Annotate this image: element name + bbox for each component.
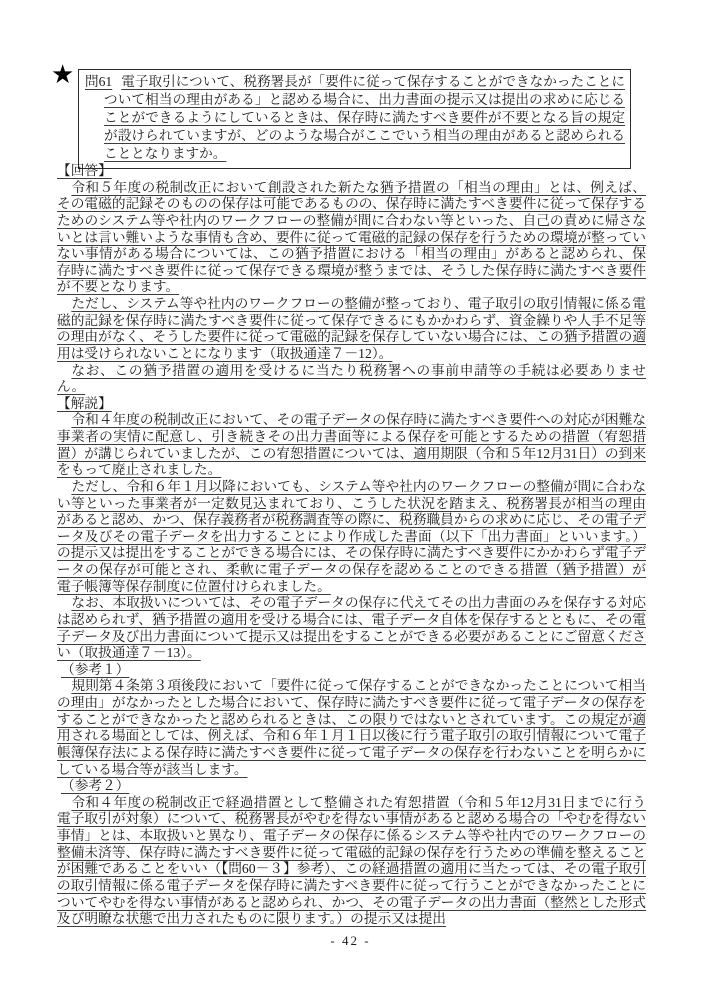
reference1-paragraph: 規則第４条第３項後段において「要件に従って保存することができなかったことについて相当の理由」がなかったとした場合において、保存時に満たすべき要件に従って電子データの保存をすることができなかったと認められるときは、この限りではないとされています。この規定が適用される場面としては、例えば、令和６年１月１日以後に行う電子取引の取引情報について電子帳簿保存法による保存時に満たすべき要件に従って電子データの保存を行わないことを明らかにしている場合等が該当します。 [57,678,646,777]
page-number: - 42 - [330,933,371,948]
question-body-text: 電子取引について、税務署長が「要件に従って保存することができなかったことについて相当の理由がある」と認める場合に、出力書面の提示又は提出の求めに応じることができるようにしているときは、保存時に満たすべき要件が不要となる旨の規定が設けられていますが、どのような場合がここでいう相当の理由があると認められることとなりますか。 [104,74,625,162]
document-body [57,163,646,928]
reference1-header: （参考１） [61,661,130,677]
explanation-header: 【解説】 [57,395,112,411]
explanation-paragraph-2: ただし、令和６年１月以降においても、システム等や社内のワークフローの整備が間に合わない等といった事業者が一定数見込まれており、こうした状況を踏まえ、税務署長が相当の理由があると認め、かつ、保存義務者が税務調査等の際に、税務職員からの求めに応じ、その電子データ及びその電子データを出力することにより作成した書面（以下「出力書面」といいます。）の提示又は提出をすることができる場合には、その保存時に満たすべき要件にかかわらず電子データの保存が可能とされ、柔軟に電子データの保存を認めることのできる措置（猶予措置）が電子帳簿等保存制度に位置付けられました。 [57,478,646,594]
answer-header: 【回答】 [57,163,112,178]
question-box [78,69,631,169]
explanation-paragraph-3: なお、本取扱いについては、その電子データの保存に代えてその出力書面のみを保存する対応は認められず、猶予措置の適用を受ける場合には、電子データ自体を保存するとともに、その電子データ及び出力書面について提示又は提出をすることができる必要があることにご留意ください（取扱通達７－13）。 [57,595,646,661]
answer-paragraph-2: ただし、システム等や社内のワークフローの整備が整っており、電子取引の取引情報に係る電磁的記録を保存時に満たすべき要件に従って保存できるにもかかわらず、資金繰りや人手不足等の理由がなく、そうした要件に従って電磁的記録を保存していない場合には、この猶予措置の適用は受けられないことになります（取扱通達７－12）。 [57,296,646,361]
reference2-header: （参考２） [61,778,130,794]
question-text [85,73,625,163]
star-icon: ★ [51,60,75,90]
reference2-paragraph: 令和４年度の税制改正で経過措置として整備された宥恕措置（令和５年12月31日までに行う電子取引が対象）について、税務署長がやむを得ない事情があると認める場合の「やむを得ない事情」とは、本取扱いと異なり、電子データの保存に係るシステム等や社内でのワークフローの整備未済等、保存時に満たすべき要件に従って電磁的記録の保存を行うための準備を整えることが困難であることをいい（【問60－３】参考）、この経過措置の適用に当たっては、その電子取引の取引情報に係る電子データを保存時に満たすべき要件に従って行うことができなかったことについてやむを得ない事情があると認められ、かつ、その電子データの出力書面（整然とした形式及び明瞭な状態で出力されたものに限ります。）の提示又は提出 [57,794,646,927]
question-number: 問61 [85,74,113,89]
answer-paragraph-1: 令和５年度の税制改正において創設された新たな猶予措置の「相当の理由」とは、例えば、その電磁的記録そのものの保存は可能であるものの、保存時に満たすべき要件に従って保存するためのシステム等や社内のワークフローの整備が間に合わない等といった、自己の責めに帰さないとは言い難いような事情も含め、要件に従って電磁的記録の保存を行うための環境が整っていない事情がある場合については、この猶予措置における「相当の理由」があると認められ、保存時に満たすべき要件に従って保存できる環境が整うまでは、そうした保存時に満たすべき要件が不要となります。 [57,179,646,295]
explanation-paragraph-1: 令和４年度の税制改正において、その電子データの保存時に満たすべき要件への対応が困難な事業者の実情に配意し、引き続きその出力書面等による保存を可能とするための措置（宥恕措置）が講じられていましたが、この宥恕措置については、適用期限（令和５年12月31日）の到来をもって廃止されました。 [57,412,646,478]
answer-paragraph-3: なお、この猶予措置の適用を受けるに当たり税務署への事前申請等の手続は必要ありません。 [57,362,646,395]
